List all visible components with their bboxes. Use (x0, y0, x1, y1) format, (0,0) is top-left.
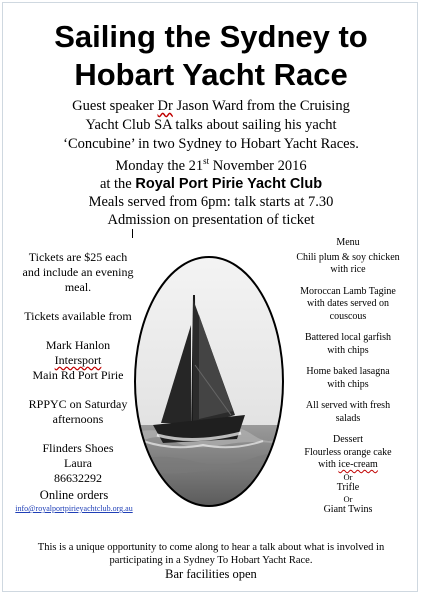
menu-item-garfish (280, 332, 416, 357)
outlet-phone: 86632292 (54, 471, 102, 485)
outlet-intersport (10, 338, 146, 383)
outlet-line: RPPYC on Saturday (28, 397, 128, 411)
outlet-line: afternoons (52, 412, 104, 426)
title-line-1: Sailing the Sydney to (54, 19, 368, 54)
menu-dessert (280, 434, 416, 517)
ticket-price (10, 250, 146, 295)
dessert-item: Giant Twins (323, 504, 373, 515)
outlet-line: Flinders Shoes (42, 441, 114, 455)
menu-item-line: with chips (327, 378, 369, 390)
dessert-item: Trifle (336, 481, 360, 493)
menu-salads-note (280, 400, 416, 425)
menu-item-chicken (280, 252, 416, 277)
dessert-heading: Dessert (333, 434, 363, 445)
outlet-flinders-shoes (10, 441, 146, 486)
event-details (40, 157, 382, 229)
menu-item-line: Battered local garfish (304, 332, 392, 343)
menu-item-lamb-tagine (280, 286, 416, 324)
dessert-item-with (280, 459, 416, 472)
ticket-price-line: Tickets are $25 each (28, 250, 128, 264)
menu-item-line: All served with fresh (305, 400, 391, 411)
event-venue (40, 175, 382, 193)
venue-name: Royal Port Pirie Yacht Club (135, 176, 323, 192)
venue-prefix: at the (99, 176, 136, 192)
outlet-rppyc (10, 397, 146, 427)
date-text: November 2016 (209, 158, 307, 174)
intro-text: Jason Ward from the Cruising (172, 98, 350, 114)
intro-text: Guest speaker (72, 98, 158, 114)
intro-line-1 (40, 97, 382, 116)
speaker-intro (40, 97, 382, 154)
online-orders-label: Online orders (39, 488, 109, 502)
online-orders-email-link[interactable]: info@royalportpirieyachtclub.org.au (15, 504, 133, 513)
page-title (0, 18, 422, 94)
menu-item-line: Home baked lasagna (306, 366, 390, 377)
event-date (40, 157, 382, 175)
menu-heading: Menu (336, 237, 360, 248)
dessert-text: with (318, 459, 339, 470)
intro-line-3: ‘Concubine’ in two Sydney to Hobart Yacht Races. (63, 136, 359, 152)
tickets-available: Tickets available from (24, 309, 132, 323)
intro-title-abbrev: Dr (157, 98, 173, 114)
online-orders (4, 488, 144, 514)
intro-line-2: Yacht Club SA talks about sailing his yacht (85, 117, 337, 133)
bar-facilities: Bar facilities open (165, 567, 257, 581)
outlet-line: Main Rd Port Pirie (32, 368, 124, 382)
menu (280, 237, 416, 526)
date-text: Monday the 21 (115, 158, 204, 174)
footer-line: participating in a Sydney To Hobart Yacht Race. (109, 555, 313, 566)
dessert-or: Or (343, 494, 353, 504)
ticket-price-line: meal. (64, 280, 92, 294)
menu-item-line: Moroccan Lamb Tagine (300, 285, 396, 297)
yacht-photo (133, 255, 285, 508)
dessert-or: Or (343, 471, 353, 482)
menu-item-line: salads (335, 412, 361, 424)
ticket-info (10, 250, 146, 500)
title-line-2: Hobart Yacht Race (74, 57, 348, 92)
dessert-text: ice-cream (338, 459, 378, 470)
menu-item-line: couscous (329, 310, 367, 322)
event-meals: Meals served from 6pm: talk starts at 7.30 (88, 194, 334, 210)
footer-line: This is a unique opportunity to come along to hear a talk about what is involved in (37, 542, 385, 553)
yacht-photo-graphic (133, 255, 285, 508)
outlet-line: Intersport (54, 353, 102, 367)
date-suffix: st (203, 156, 210, 167)
outlet-line: Mark Hanlon (45, 338, 111, 352)
menu-item-line: with chips (327, 344, 369, 356)
menu-item-lasagna (280, 366, 416, 391)
menu-item-line: with rice (330, 264, 366, 275)
outlet-line: Laura (64, 456, 92, 470)
menu-item-line: Chili plum & soy chicken (296, 251, 400, 263)
dessert-item: Flourless orange cake (304, 446, 392, 458)
text-cursor (132, 229, 133, 238)
footer-note (10, 541, 412, 567)
menu-item-line: with dates served on (307, 298, 389, 309)
ticket-price-line: and include an evening (22, 265, 134, 279)
event-admission: Admission on presentation of ticket (107, 212, 315, 228)
